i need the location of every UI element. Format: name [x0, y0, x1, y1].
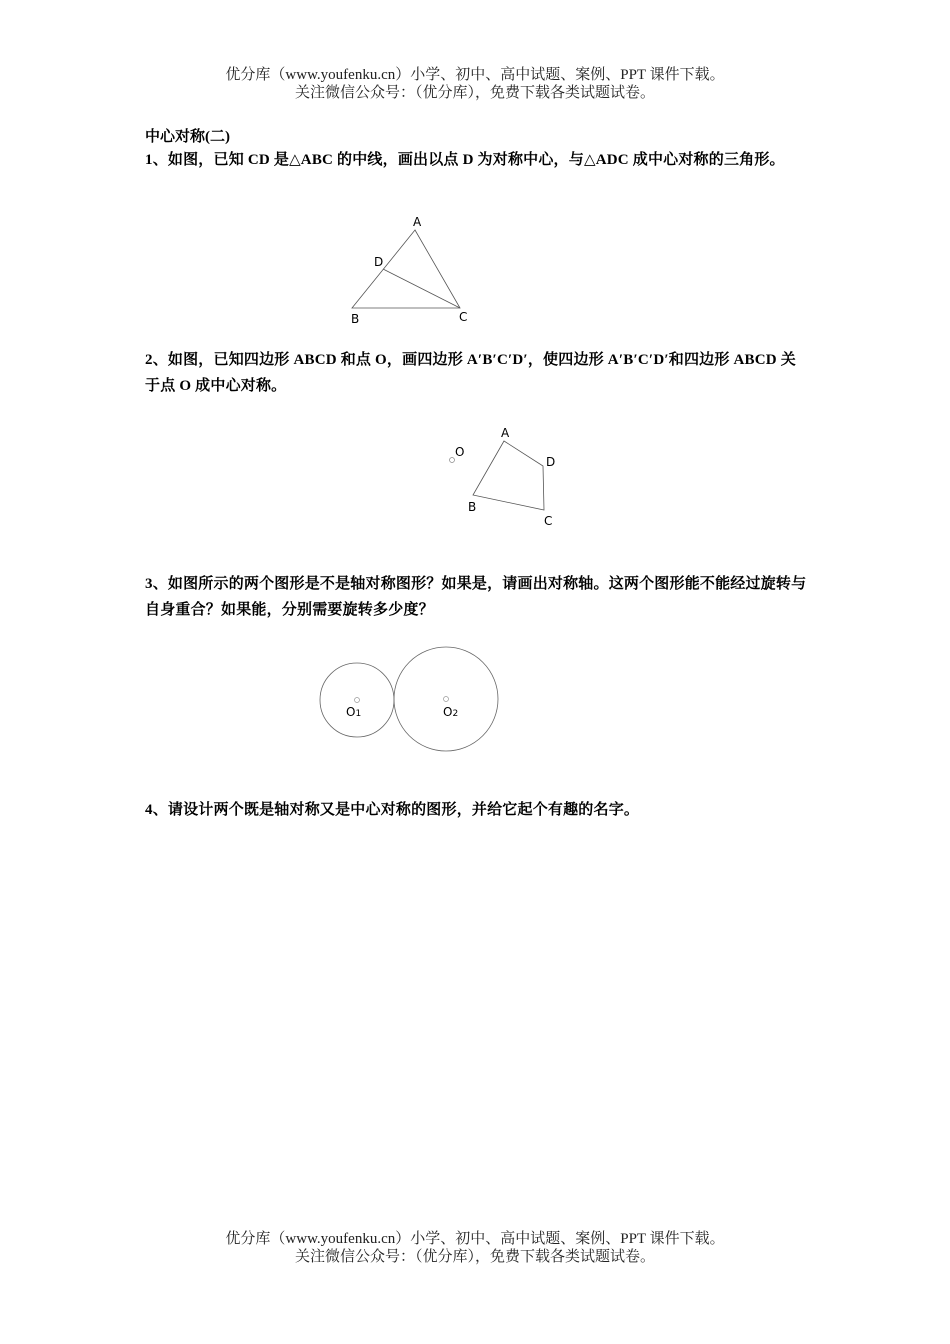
worksheet-title: 中心对称(二): [145, 129, 230, 145]
label-d: D: [374, 255, 384, 269]
label-a: A: [501, 426, 510, 440]
label-o: O: [455, 445, 465, 459]
page-footer: [0, 1230, 950, 1266]
page-header: [0, 66, 950, 102]
circle-o2: [394, 647, 498, 751]
center-o1: [355, 698, 360, 703]
label-b: B: [468, 500, 477, 514]
triangle-figure: [340, 210, 480, 330]
question-3: 3、如图所示的两个图形是不是轴对称图形？如果是，请画出对称轴。这两个图形能不能经过旋转与自身重合？如果能，分别需要旋转多少度？: [145, 576, 807, 618]
header-line-1: 优分库（www.youfenku.cn）小学、初中、高中试题、案例、PPT 课件下载。: [225, 67, 725, 83]
footer-line-1: 优分库（www.youfenku.cn）小学、初中、高中试题、案例、PPT 课件下载。: [225, 1231, 725, 1247]
center-o2: [444, 697, 449, 702]
point-o: [450, 458, 455, 463]
footer-line-2: 关注微信公众号：（优分库），免费下载各类试题试卷。: [294, 1249, 655, 1265]
circles-figure: [310, 640, 510, 760]
header-line-2: 关注微信公众号：（优分库），免费下载各类试题试卷。: [294, 85, 655, 101]
label-c: C: [459, 310, 468, 324]
label-b: B: [351, 312, 360, 326]
circle-o1: [320, 663, 394, 737]
question-1: 1、如图，已知 CD 是△ABC 的中线，画出以点 D 为对称中心，与△ADC 成中心对称的三角形。: [145, 152, 785, 168]
label-o2: O2: [443, 705, 459, 719]
quadrilateral-abcd: [473, 441, 544, 510]
question-4: 4、请设计两个既是轴对称又是中心对称的图形，并给它起个有趣的名字。: [145, 802, 640, 818]
label-c: C: [544, 514, 553, 528]
label-d: D: [546, 455, 556, 469]
label-o1: O1: [346, 705, 362, 719]
question-2: 2、如图，已知四边形 ABCD 和点 O，画四边形 A′B′C′D′，使四边形 A′B′C′D′和四边形 ABCD 关于点 O 成中心对称。: [145, 352, 796, 394]
label-a: A: [413, 215, 422, 229]
triangle-abc: [352, 230, 460, 308]
quadrilateral-figure: [440, 420, 570, 530]
